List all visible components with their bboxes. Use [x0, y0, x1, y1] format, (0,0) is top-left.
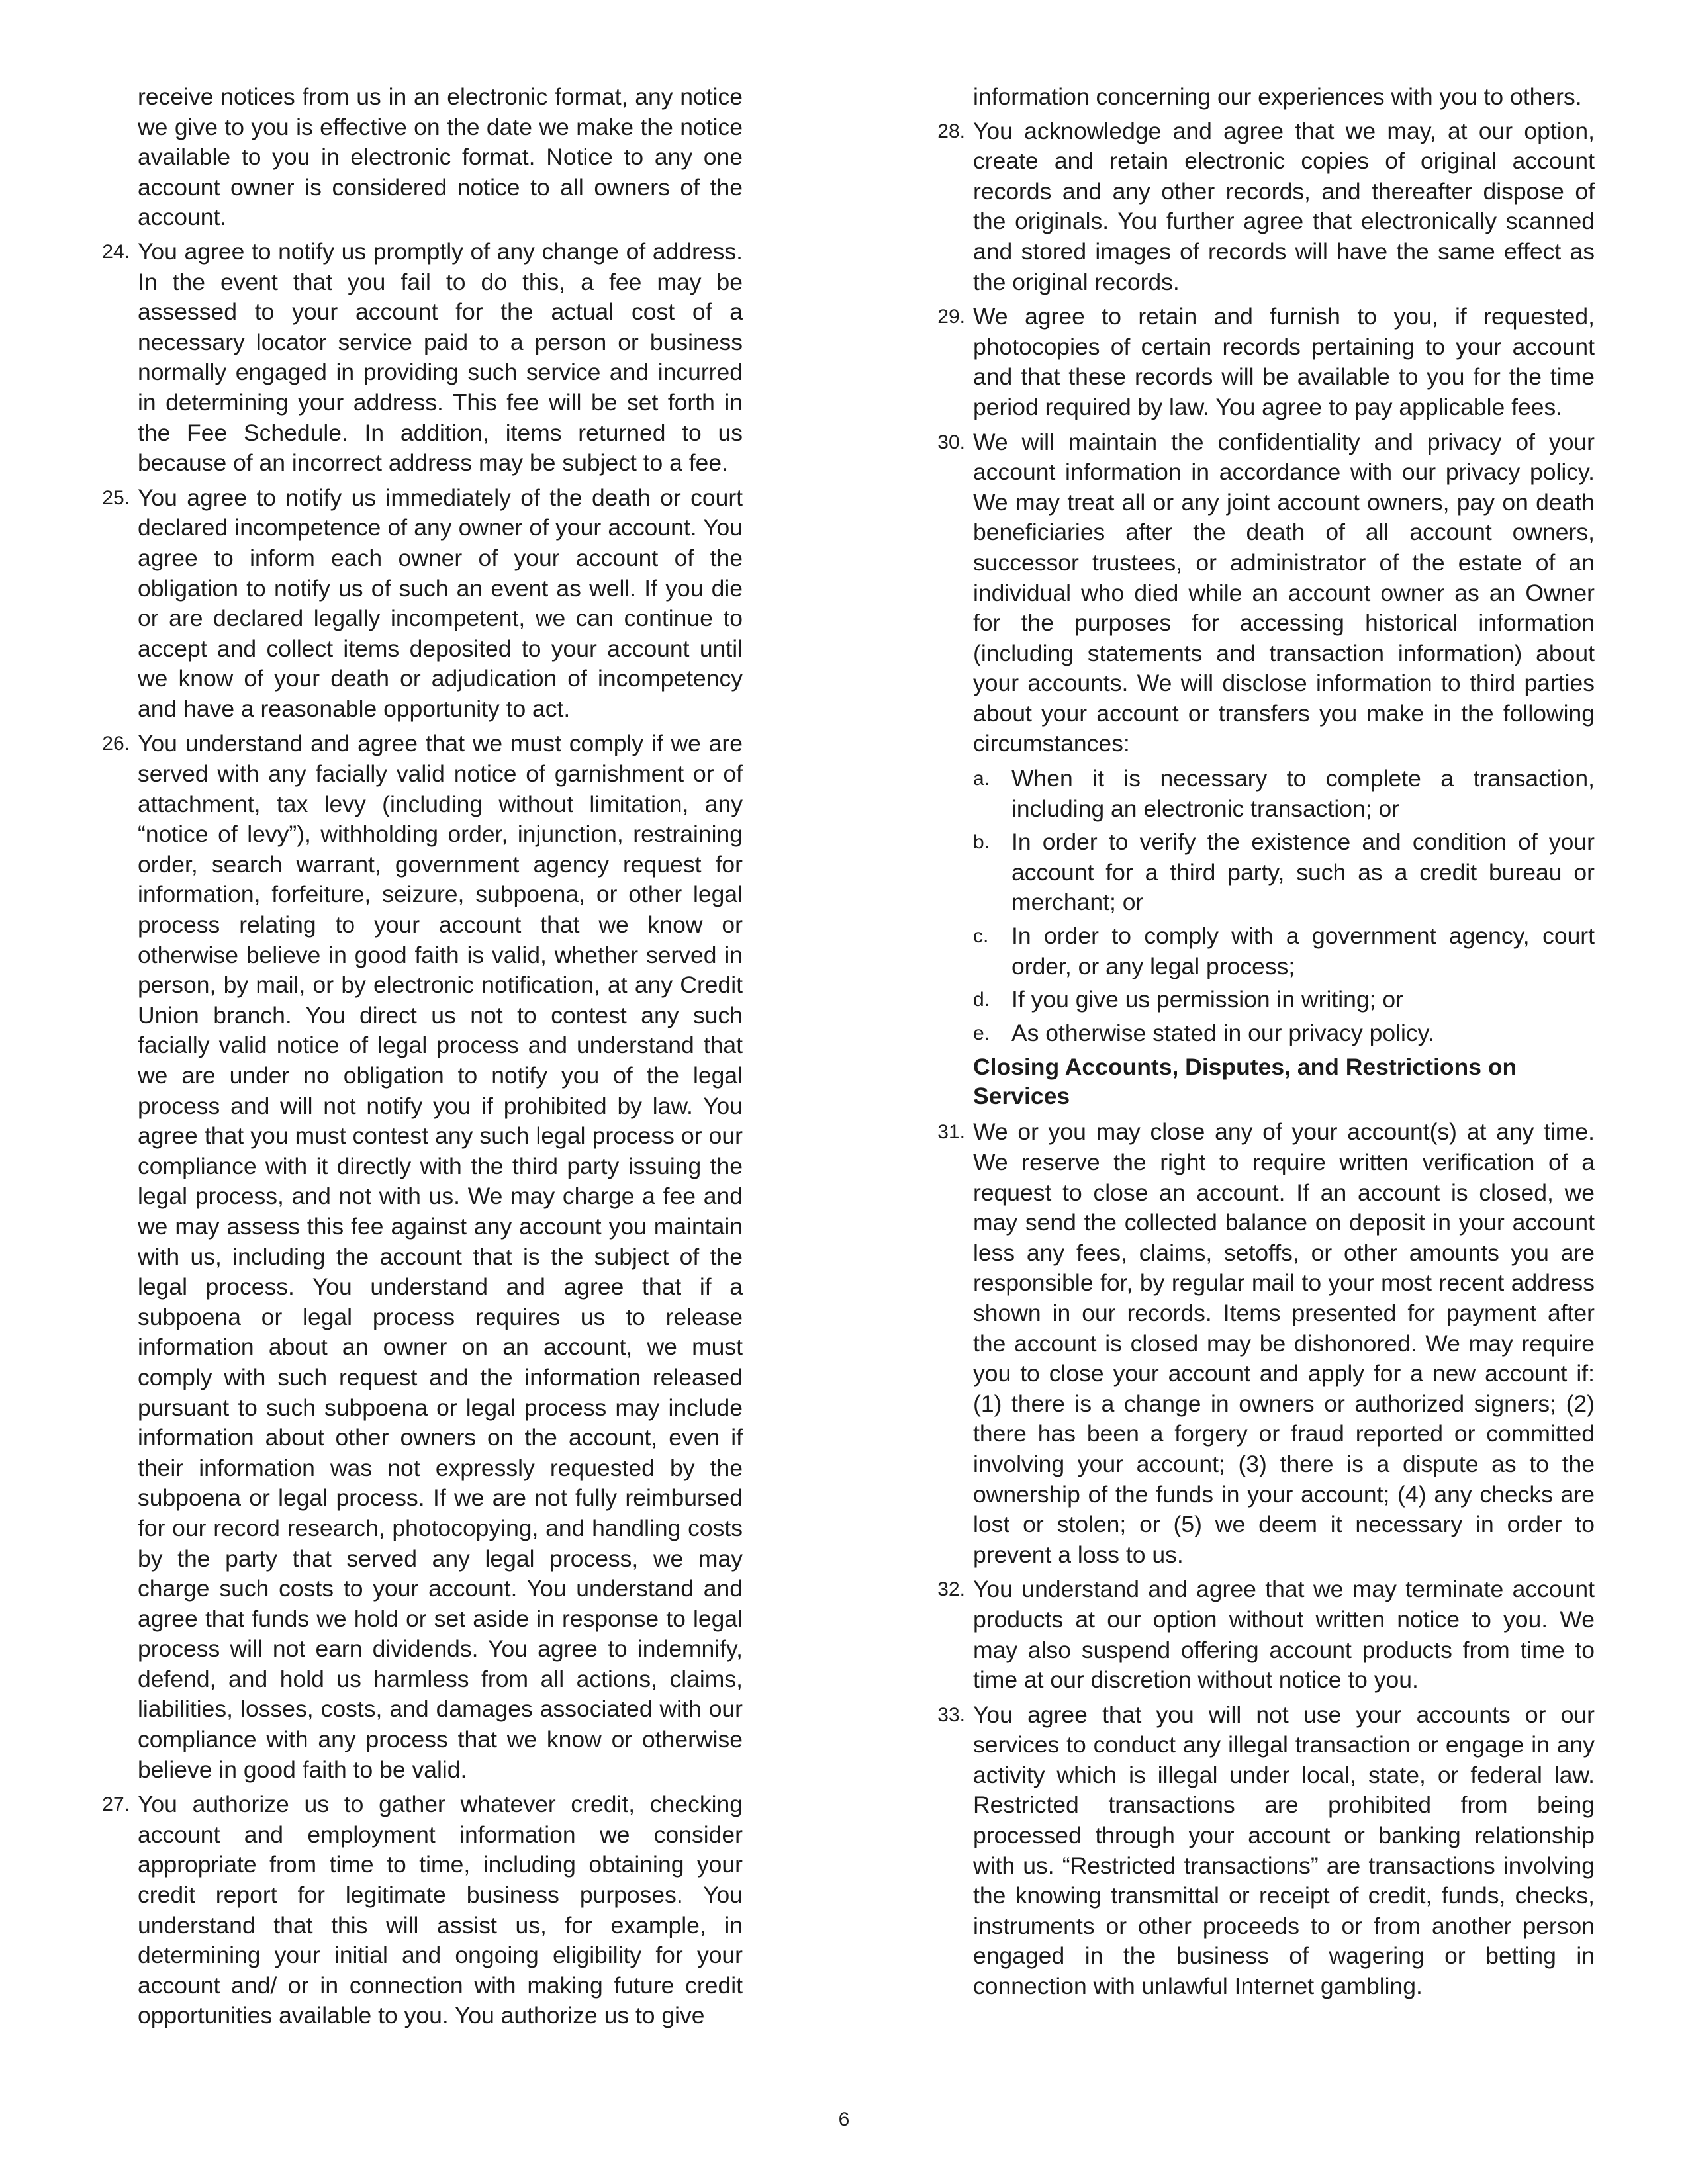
item-number: 26. — [102, 733, 130, 755]
item-text: We or you may close any of your account(s) at any time. We reserve the right to require written verification of a request to close an account. If an account is closed, we may send the collected balance on deposit in your account less any fees, claims, setoffs, or other amounts you are responsible for, by regular mail to your most recent address shown in our records. Items presented for payment after the account is closed may be dishonored. We may require you to close your account and apply for a new account if: (1) there is a change in owners or authorized signers; (2) there has been a forgery or fraud reported or committed involving your account; (3) there is a dispute as to the ownership of the funds in your account; (4) any checks are lost or stolen; or (5) we deem it necessary in order to prevent a loss to us. — [973, 1118, 1595, 1568]
item-text: We agree to retain and furnish to you, if requested, photocopies of certain records pertaining to your account and that these records will be available to you for the time period required by law. You agree to pay applicable fees. — [973, 303, 1595, 420]
item-number: 33. — [937, 1704, 965, 1726]
sublist-text: In order to verify the existence and condition of your account for a third party, such as a credit bureau or merchant; or — [1011, 829, 1595, 916]
item-number: 32. — [937, 1578, 965, 1601]
sublist-item-e — [973, 1019, 1595, 1049]
sublist-item-a — [973, 764, 1595, 824]
sublist-item-c — [973, 921, 1595, 981]
item-text: We will maintain the confidentiality and privacy of your account information in accordance with our privacy policy. We may treat all or any joint account owners, pay on death beneficiaries after the death of all account owners, successor trustees, or administrator of the estate of an individual who died while an account owner as an Owner for the purposes for accessing historical information (including statements and transaction information) about your accounts. We will disclose information to third parties about your account or transfers you make in the following circumstances: — [973, 428, 1595, 757]
sublist-letter: b. — [973, 831, 990, 854]
sublist-letter: a. — [973, 768, 990, 790]
list-item-30 — [935, 428, 1595, 760]
item-text: You acknowledge and agree that we may, at our option, create and retain electronic copies of original account records and any other records, and thereafter dispose of the originals. You further agree that electronically scanned and stored images of records will have the same effect as the original records. — [973, 117, 1595, 295]
item-text: You agree to notify us promptly of any change of address. In the event that you fail to do this, a fee may be assessed to your account for the actual cost of a necessary locator service paid to a person or business normally engaged in providing such service and incurred in determining your address. This fee will be set forth in the Fee Schedule. In addition, items returned to us because of an incorrect address may be subject to a fee. — [138, 238, 743, 477]
list-item-26 — [99, 729, 743, 1785]
disclosure-sublist — [973, 764, 1595, 1048]
sublist-letter: d. — [973, 989, 990, 1011]
section-heading: Closing Accounts, Disputes, and Restrictions on Services — [973, 1054, 1517, 1110]
item-text: You agree to notify us immediately of the death or court declared incompetence of any owner of your account. You agree to inform each owner of your account of the obligation to notify us of such an event as well. If you die or are declared legally incompetent, we can continue to accept and collect items deposited to your account until we know of your death or adjudication of incompetency and have a reasonable opportunity to act. — [138, 484, 743, 722]
page-number: 6 — [838, 2109, 850, 2130]
sublist-letter: e. — [973, 1022, 990, 1044]
item-number: 24. — [102, 240, 130, 263]
item-text: You understand and agree that we must comply if we are served with any facially valid notice of garnishment or of attachment, tax levy (including without limitation, any “notice of levy”), withholding order, injunction, restraining order, search warrant, government agency request for information, forfeiture, seizure, subpoena, or other legal process relating to your account that we know or otherwise believe in good faith is valid, whether served in person, by mail, or by electronic notification, at any Credit Union branch. You direct us not to contest any such facially valid notice of legal process and understand that we are under no obligation to notify you of the legal process and will not notify you if prohibited by law. You agree that you must contest any such legal process or our compliance with it directly with the third party issuing the legal process, and not with us. We may charge a fee and we may assess this fee against any account you maintain with us, including the account that is the subject of the legal process. You understand and agree that if a subpoena or legal process requires us to release information about an owner on an account, we must comply with such request and the information released pursuant to such subpoena or legal process may include information about other owners on the account, even if their information was not expressly requested by the subpoena or legal process. If we are not fully reimbursed for our record research, photocopying, and handling costs by the party that served any legal process, we may charge such costs to your account. You understand and agree that funds we hold or set aside in response to legal process will not earn dividends. You agree to indemnify, defend, and hold us harmless from all actions, claims, liabilities, losses, costs, and damages associated with our compliance with any process that we know or otherwise believe in good faith to be valid. — [138, 730, 743, 1783]
list-item-28 — [935, 116, 1595, 298]
sublist-item-b — [973, 827, 1595, 918]
item-text: You authorize us to gather whatever credit, checking account and employment information we consider appropriate from time to time, including obtaining your credit report for legitimate business purposes. You understand that this will assist us, for example, in determining your initial and ongoing eligibility for your account and/ or in connection with making future credit opportunities available to you. You authorize us to give — [138, 1791, 743, 2029]
sublist-text: If you give us permission in writing; or — [1011, 986, 1403, 1013]
sublist-item-d — [973, 985, 1595, 1015]
item-number: 25. — [102, 486, 130, 509]
list-item-32 — [935, 1574, 1595, 1695]
list-item-24 — [99, 237, 743, 478]
continued-paragraph: receive notices from us in an electronic format, any notice we give to you is effective on the date we make the notice available to you in electronic format. Notice to any one account owner is considered notice to all owners of the account. — [138, 83, 743, 231]
item-number: 28. — [937, 120, 965, 142]
list-item-25 — [99, 483, 743, 725]
sublist-letter: c. — [973, 925, 989, 948]
list-item-27 — [99, 1790, 743, 2031]
right-column — [935, 82, 1595, 2007]
item-number: 29. — [937, 306, 965, 328]
item-number: 31. — [937, 1121, 965, 1144]
item-text: You understand and agree that we may terminate account products at our option without written notice to you. We may also suspend offering account products from time to time at our discretion without notice to you. — [973, 1576, 1595, 1694]
left-column — [99, 82, 743, 2036]
sublist-text: In order to comply with a government agency, court order, or any legal process; — [1011, 923, 1595, 979]
sublist-text: When it is necessary to complete a transaction, including an electronic transaction; or — [1011, 765, 1595, 822]
continued-paragraph: information concerning our experiences with you to others. — [973, 83, 1582, 110]
list-item-29 — [935, 302, 1595, 422]
item-number: 27. — [102, 1794, 130, 1816]
item-text: You agree that you will not use your accounts or our services to conduct any illegal transaction or engage in any activity which is illegal under local, state, or federal law. Restricted transactions are prohibited from being processed through your account or banking relationship with us. “Restricted transactions” are transactions involving the knowing transmittal or receipt of credit, funds, checks, instruments or other proceeds to or from another person engaged in the business of wagering or betting in connection with unlawful Internet gambling. — [973, 1701, 1595, 2000]
list-item-33 — [935, 1700, 1595, 2002]
item-number: 30. — [937, 431, 965, 453]
list-item-31 — [935, 1117, 1595, 1570]
sublist-text: As otherwise stated in our privacy policy. — [1011, 1019, 1434, 1046]
